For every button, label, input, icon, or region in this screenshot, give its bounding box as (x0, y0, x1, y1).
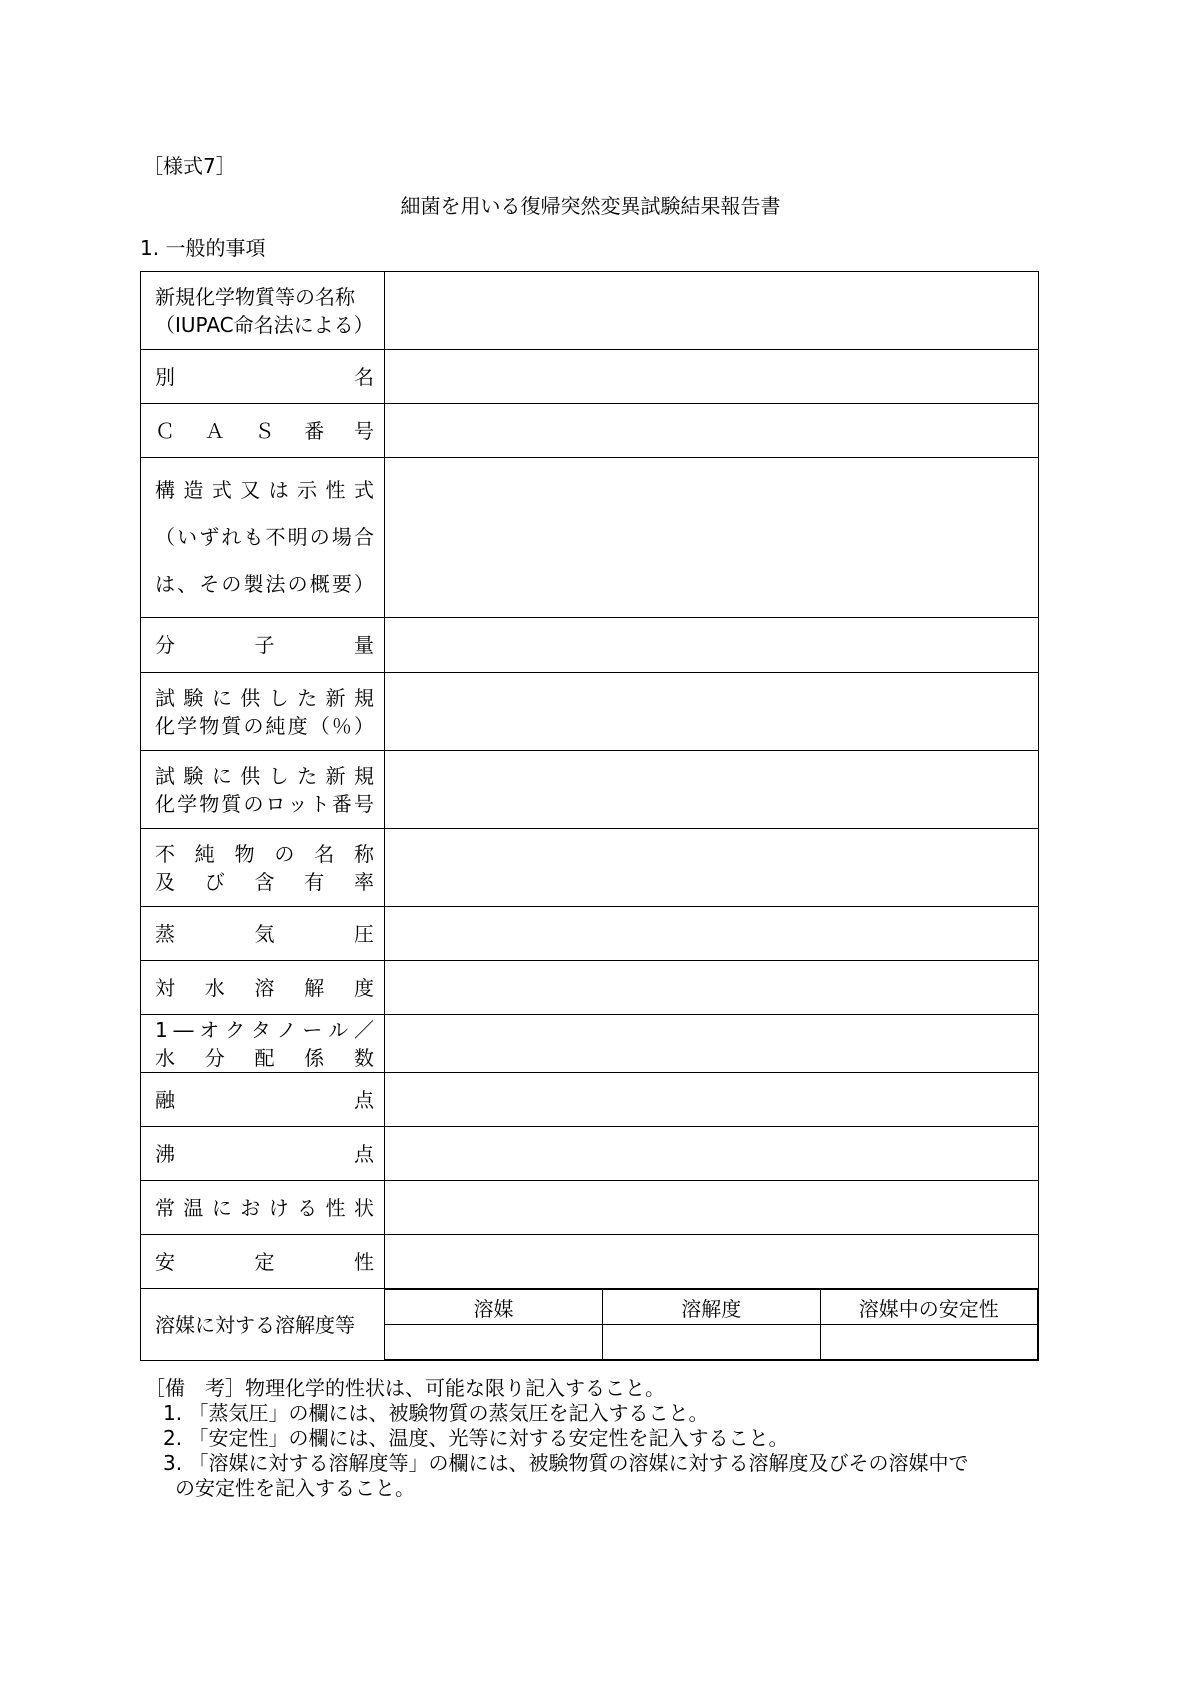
label-char: に (211, 1195, 232, 1220)
label-char: 名 (314, 841, 335, 866)
label-char: 数 (354, 1045, 374, 1070)
label-char: 含 (254, 869, 275, 894)
table-row (141, 618, 1039, 673)
form-number: ［様式7］ (143, 154, 236, 178)
label-char: の (287, 572, 308, 596)
label-char: 番 (331, 791, 352, 816)
label-char: 性 (325, 1195, 346, 1220)
label-cell (141, 272, 385, 350)
field-cas-number[interactable] (385, 404, 1039, 458)
label-char: 水 (155, 1045, 175, 1070)
field-purity[interactable] (385, 673, 1039, 751)
subtable-header-row (385, 1290, 1038, 1325)
label-char: Ｃ (155, 418, 175, 443)
label-char: 質 (221, 713, 242, 738)
label-char: 融 (155, 1087, 175, 1112)
label-char: 新 (325, 763, 346, 788)
label-line: 新規化学物質等の名称 (155, 284, 355, 309)
label-cell (141, 618, 385, 673)
field-properties-room-temp[interactable] (385, 1181, 1039, 1235)
document-title: 細菌を用いる復帰突然変異試験結果報告書 (400, 194, 781, 218)
justified-label (141, 631, 384, 659)
label-char: た (297, 763, 318, 788)
label-char: ル (328, 1017, 349, 1042)
label-char: 性 (325, 478, 346, 502)
field-molecular-weight[interactable] (385, 618, 1039, 673)
label-char: け (268, 1195, 289, 1220)
label-char: 物 (199, 713, 220, 738)
label-char: ロ (265, 791, 286, 816)
label-char: 圧 (354, 921, 374, 946)
label-cell (141, 829, 385, 907)
justified-label (141, 920, 384, 948)
table-row (141, 751, 1039, 829)
label-char: 構 (155, 478, 175, 502)
justified-label (141, 1086, 384, 1114)
label-char: 不 (155, 841, 175, 866)
subtable-value-row (385, 1325, 1038, 1360)
label-char: れ (221, 525, 242, 549)
label-cell (141, 961, 385, 1015)
label-char: の (309, 525, 330, 549)
label-char: 規 (353, 685, 374, 710)
justified-label (155, 1016, 374, 1044)
label-char: 学 (177, 713, 198, 738)
table-row (141, 404, 1039, 458)
justified-label (155, 684, 374, 712)
justified-label (141, 363, 384, 391)
label-char: 物 (234, 841, 255, 866)
table-row (141, 961, 1039, 1015)
label-char: ク (225, 1017, 246, 1042)
label-char: 蒸 (155, 921, 175, 946)
table-row (141, 350, 1039, 404)
table-row (141, 1015, 1039, 1073)
label-char: Ａ (204, 418, 225, 443)
label-char: し (268, 685, 289, 710)
field-solvent[interactable] (385, 1325, 603, 1360)
label-char: 量 (354, 633, 374, 657)
label-char: 規 (353, 763, 374, 788)
justified-label (155, 790, 374, 818)
justified-label (155, 762, 374, 790)
field-solubility[interactable] (603, 1325, 821, 1360)
justified-label (155, 840, 374, 868)
label-cell (141, 907, 385, 961)
label-char: 験 (183, 685, 204, 710)
field-lot-number[interactable] (385, 751, 1039, 829)
label-char: 物 (199, 791, 220, 816)
label-char: 対 (155, 975, 175, 1000)
label-line: （IUPAC命名法による） (155, 312, 374, 337)
label-char: 温 (183, 1195, 204, 1220)
label-char: 新 (325, 685, 346, 710)
label-char: 学 (177, 791, 198, 816)
label-char: 常 (155, 1195, 175, 1220)
solvent-subtable (385, 1289, 1038, 1360)
label-char: 子 (254, 633, 275, 657)
col-header-solvent: 溶媒 (385, 1290, 603, 1325)
label-char: の (274, 841, 295, 866)
field-melting-point[interactable] (385, 1073, 1039, 1127)
label-char: 号 (353, 791, 374, 816)
label-line: 溶媒に対する溶解度等 (155, 1312, 355, 1337)
label-char: 別 (155, 364, 175, 389)
label-char: 質 (221, 791, 242, 816)
label-char: 式 (353, 478, 374, 502)
field-boiling-point[interactable] (385, 1127, 1039, 1181)
label-char: 不 (265, 525, 286, 549)
label-char: 純 (194, 841, 215, 866)
justified-label (141, 417, 384, 445)
label-char: お (240, 1195, 261, 1220)
label-char: び (204, 869, 225, 894)
label-char: 供 (240, 685, 261, 710)
solvent-subtable-cell (385, 1289, 1039, 1361)
label-char: 式 (211, 478, 232, 502)
label-char: ノ (276, 1017, 297, 1042)
remarks-intro: ［備 考］物理化学的性状は、可能な限り記入すること。 (145, 1376, 665, 1400)
label-char: 合 (353, 525, 374, 549)
label-char: 純 (265, 713, 286, 738)
label-char: ッ (287, 791, 308, 816)
label-char: ー (302, 1017, 323, 1042)
label-char: （ (155, 525, 175, 549)
label-char: し (268, 763, 289, 788)
label-char: 度 (287, 713, 308, 738)
label-char: 概 (309, 572, 330, 596)
label-cell (141, 1181, 385, 1235)
label-char: 気 (254, 921, 275, 946)
label-char: 称 (353, 841, 374, 866)
label-char: 有 (304, 869, 325, 894)
table-row (141, 1073, 1039, 1127)
label-char: ／ (353, 1017, 374, 1042)
label-char: 率 (354, 869, 374, 894)
remarks (145, 1376, 968, 1501)
label-char: ％ (331, 713, 352, 738)
label-char: 配 (254, 1045, 275, 1070)
justified-label (141, 1248, 384, 1276)
label-cell (141, 1289, 385, 1361)
label-cell (141, 350, 385, 404)
label-char: 試 (155, 763, 175, 788)
label-char: の (221, 572, 242, 596)
field-stability[interactable] (385, 1235, 1039, 1289)
label-char: 供 (240, 763, 261, 788)
label-char: 号 (354, 418, 374, 443)
label-char: ト (309, 791, 330, 816)
justified-label (155, 467, 374, 514)
label-cell (141, 1073, 385, 1127)
label-cell (141, 1235, 385, 1289)
label-char: 名 (354, 364, 374, 389)
label-char: る (297, 1195, 318, 1220)
field-water-solubility[interactable] (385, 961, 1039, 1015)
col-header-solubility: 溶解度 (603, 1290, 821, 1325)
label-char: ず (199, 525, 220, 549)
label-char: 定 (254, 1249, 275, 1274)
table-row (141, 1289, 1039, 1361)
label-char: 場 (331, 525, 352, 549)
justified-label (155, 712, 374, 740)
remark-item: 3. 「溶媒に対する溶解度等」の欄には、被験物質の溶媒に対する溶解度及びその溶媒中で (163, 1451, 969, 1475)
table-row (141, 458, 1039, 618)
table-row (141, 829, 1039, 907)
label-char: は (268, 478, 289, 502)
section-title: 1. 一般的事項 (140, 236, 266, 260)
label-char: 分 (204, 1045, 225, 1070)
label-char: Ｓ (254, 418, 275, 443)
remark-item: 2. 「安定性」の欄には、温度、光等に対する安定性を記入すること。 (163, 1426, 789, 1450)
label-char: 及 (155, 869, 175, 894)
field-stability-in-solvent[interactable] (820, 1325, 1038, 1360)
label-char: い (177, 525, 198, 549)
label-char: も (243, 525, 264, 549)
label-char: 係 (304, 1045, 325, 1070)
label-cell (141, 1015, 385, 1073)
label-char: 要 (331, 572, 352, 596)
label-cell (141, 458, 385, 618)
label-char: 試 (155, 685, 175, 710)
label-char: 点 (354, 1141, 374, 1166)
table-row (141, 1127, 1039, 1181)
table-row (141, 907, 1039, 961)
label-char: 法 (265, 572, 286, 596)
label-char: の (243, 791, 264, 816)
remark-item-continued: の安定性を記入すること。 (175, 1476, 415, 1500)
field-alias[interactable] (385, 350, 1039, 404)
label-char: ― (173, 1017, 194, 1042)
remark-item: 1. 「蒸気圧」の欄には、被験物質の蒸気圧を記入すること。 (163, 1401, 709, 1425)
label-char: そ (199, 572, 220, 596)
field-impurities[interactable] (385, 829, 1039, 907)
label-char: 溶 (254, 975, 275, 1000)
justified-label (155, 514, 374, 561)
label-char: 製 (243, 572, 264, 596)
label-cell (141, 404, 385, 458)
label-cell (141, 1127, 385, 1181)
justified-label (155, 561, 374, 608)
label-char: オ (199, 1017, 220, 1042)
label-char: （ (309, 713, 330, 738)
label-char: 性 (354, 1249, 374, 1274)
label-char: に (211, 685, 232, 710)
field-structural-formula[interactable] (385, 458, 1039, 618)
label-char: 状 (353, 1195, 374, 1220)
label-char: に (211, 763, 232, 788)
label-cell (141, 751, 385, 829)
justified-label (141, 1140, 384, 1168)
label-char: 化 (155, 713, 175, 738)
label-char: 造 (183, 478, 204, 502)
label-char: は (155, 572, 175, 596)
field-chemical-name[interactable] (385, 272, 1039, 350)
label-char: 沸 (155, 1141, 175, 1166)
label-char: 、 (177, 572, 198, 596)
field-partition-coefficient[interactable] (385, 1015, 1039, 1073)
label-char: 分 (155, 633, 175, 657)
label-cell (141, 673, 385, 751)
label-char: 明 (287, 525, 308, 549)
label-char: 又 (240, 478, 261, 502)
table-row (141, 272, 1039, 350)
label-char: 1 (155, 1017, 168, 1042)
field-vapor-pressure[interactable] (385, 907, 1039, 961)
label-char: 点 (354, 1087, 374, 1112)
label-char: 解 (304, 975, 325, 1000)
label-char: 験 (183, 763, 204, 788)
justified-label (141, 974, 384, 1002)
label-char: ） (353, 572, 374, 596)
table-row (141, 673, 1039, 751)
label-char: 番 (304, 418, 325, 443)
label-char: 示 (297, 478, 318, 502)
justified-label (155, 1044, 374, 1072)
table-row (141, 1235, 1039, 1289)
label-char: タ (250, 1017, 271, 1042)
col-header-stability-in-solvent: 溶媒中の安定性 (820, 1290, 1038, 1325)
label-char: の (243, 713, 264, 738)
justified-label (141, 1194, 384, 1222)
general-info-table (140, 271, 1039, 1361)
label-char: た (297, 685, 318, 710)
label-char: 水 (204, 975, 225, 1000)
label-char: ） (353, 713, 374, 738)
label-char: 安 (155, 1249, 175, 1274)
label-char: 化 (155, 791, 175, 816)
label-char: 度 (354, 975, 374, 1000)
justified-label (155, 868, 374, 896)
table-row (141, 1181, 1039, 1235)
